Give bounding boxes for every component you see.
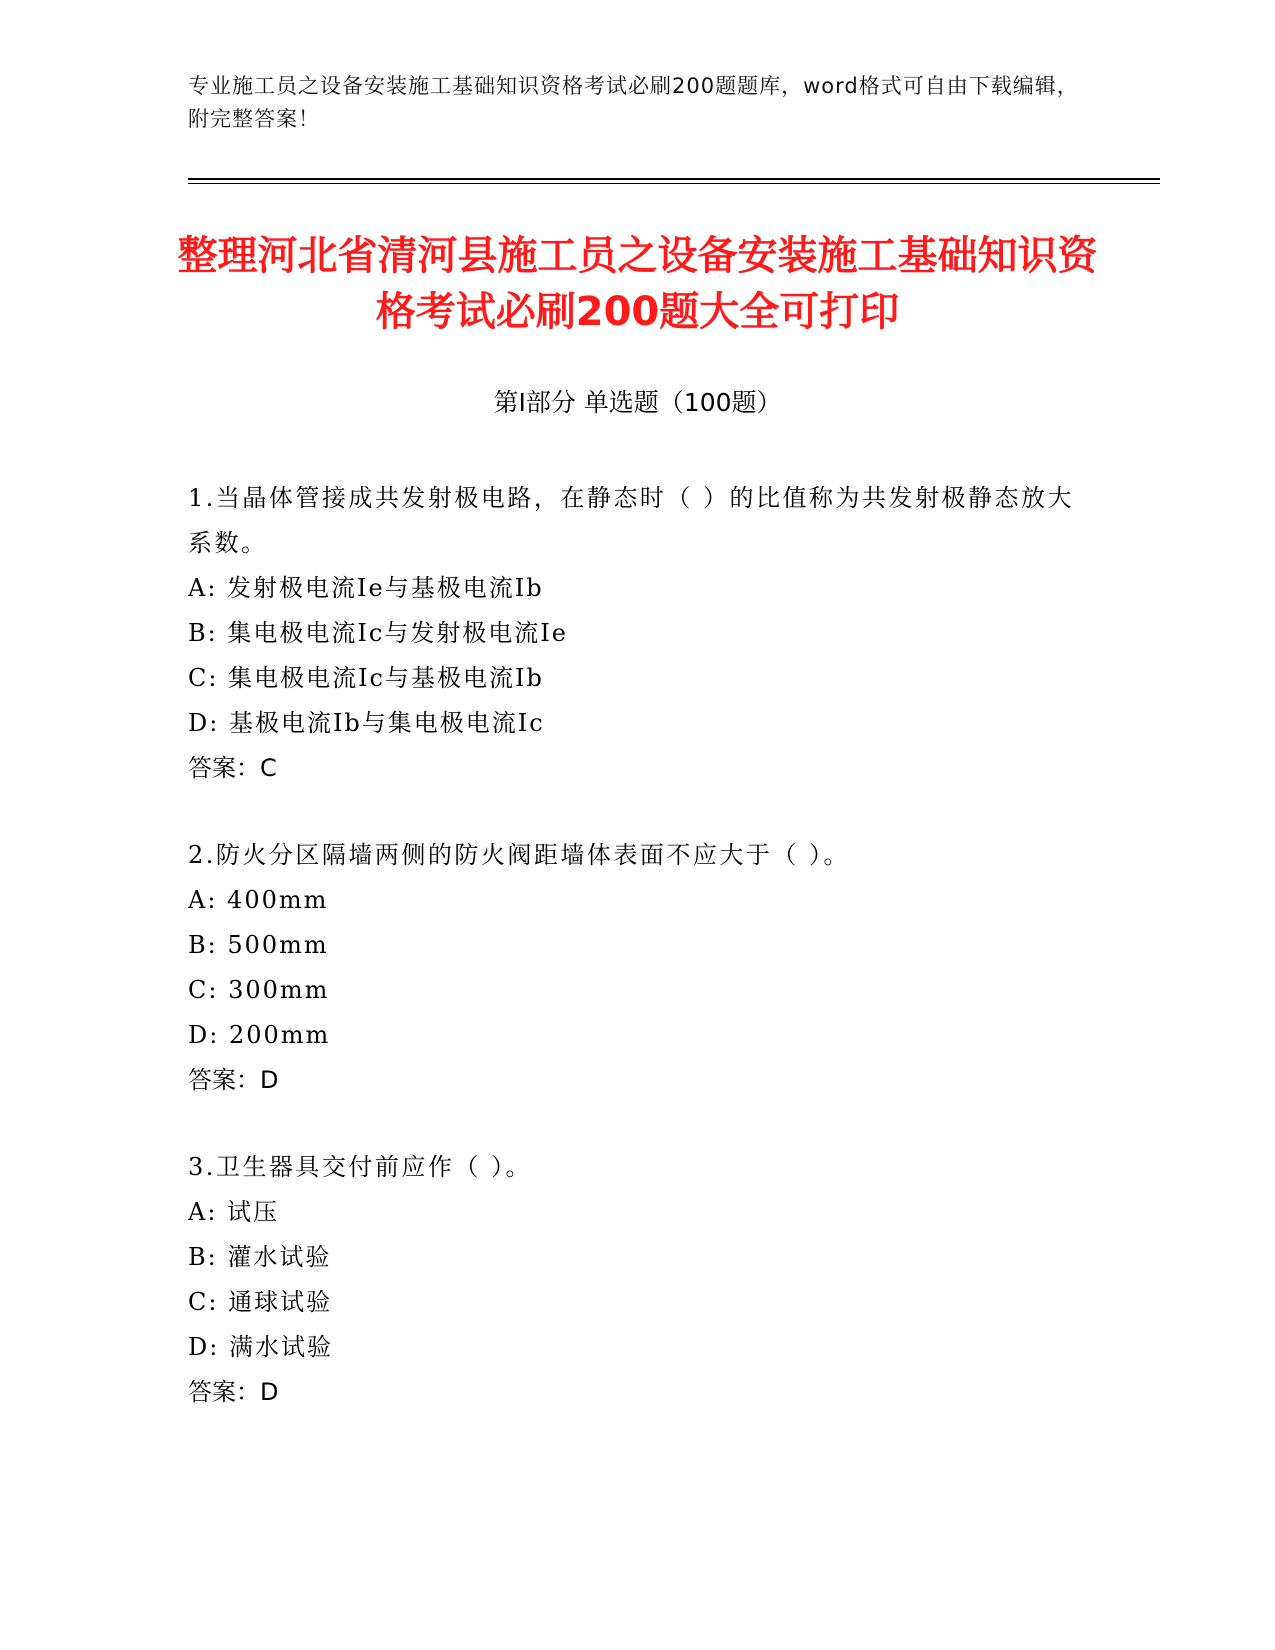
option-d: D: 基极电流Ib与集电极电流Ic [188, 709, 545, 737]
option-b: B: 集电极电流Ic与发射极电流Ie [188, 619, 568, 647]
question-stem: 3.卫生器具交付前应作（ ）。 [188, 1153, 533, 1181]
document-title: 整理河北省清河县施工员之设备安装施工基础知识资格考试必刷200题大全可打印 [177, 233, 1098, 335]
section-title: 第Ⅰ部分 单选题（100题） [493, 388, 782, 417]
header-rule-thick [188, 178, 1160, 180]
question-3 [188, 1145, 1088, 1415]
option-a: A: 400mm [188, 886, 329, 914]
question-list [188, 476, 1088, 1457]
option-d: D: 200mm [188, 1021, 331, 1049]
option-c: C: 集电极电流Ic与基极电流Ib [188, 664, 544, 692]
option-a: A: 试压 [188, 1198, 280, 1226]
question-stem: 1.当晶体管接成共发射极电路，在静态时（ ）的比值称为共发射极静态放大系数。 [188, 484, 1075, 557]
option-d: D: 满水试验 [188, 1333, 333, 1361]
option-b: B: 灌水试验 [188, 1243, 332, 1271]
answer: 答案：C [188, 754, 277, 782]
question-1 [188, 476, 1088, 791]
answer: 答案：D [188, 1378, 279, 1406]
option-a: A: 发射极电流Ie与基极电流Ib [188, 574, 544, 602]
answer: 答案：D [188, 1066, 279, 1094]
header-rule-thin [188, 183, 1160, 184]
question-2 [188, 833, 1088, 1103]
option-b: B: 500mm [188, 931, 329, 959]
header-note: 专业施工员之设备安装施工基础知识资格考试必刷200题题库，word格式可自由下载编辑，附完整答案！ [188, 74, 1079, 131]
question-stem: 2.防火分区隔墙两侧的防火阀距墙体表面不应大于（ ）。 [188, 841, 851, 869]
option-c: C: 通球试验 [188, 1288, 333, 1316]
option-c: C: 300mm [188, 976, 330, 1004]
